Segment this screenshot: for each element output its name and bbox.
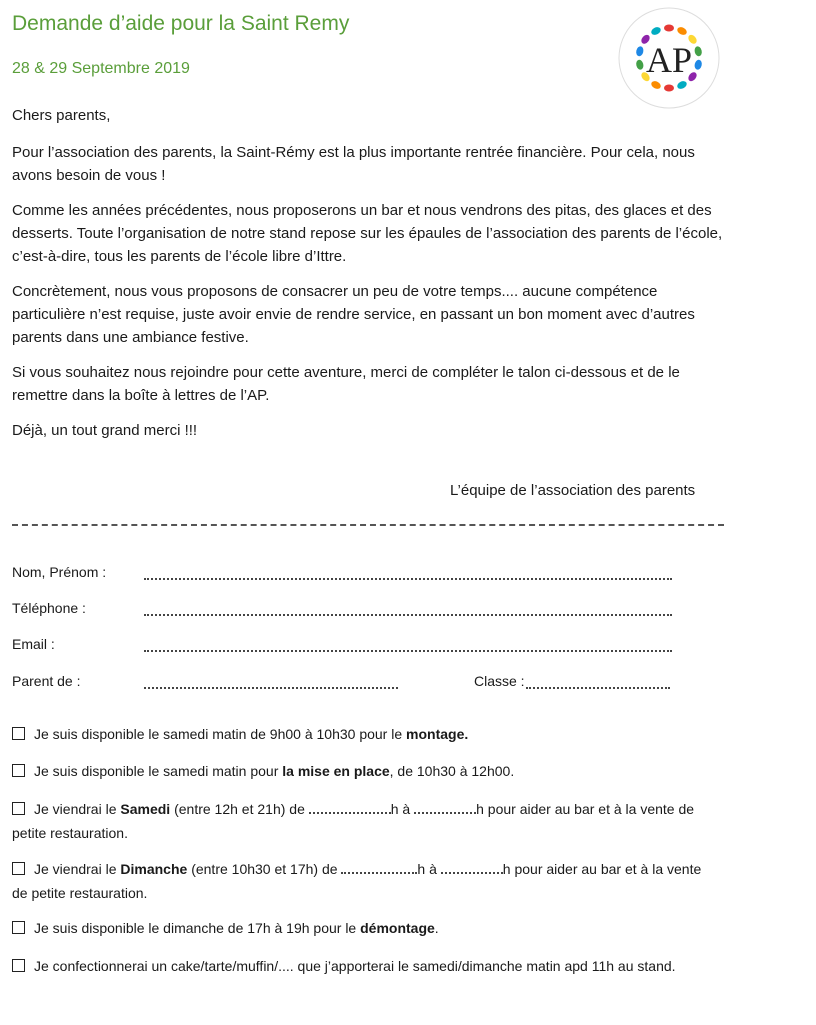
handprint-mark bbox=[664, 25, 674, 32]
signature: L’équipe de l’association des parents bbox=[450, 482, 696, 499]
paragraph-2: Comme les années précédentes, nous proposerons un bar et nous vendrons des pitas, des glaces et des desserts. Toute l’organisation de notre stand repose sur les épaules de l’association des parents de l’école, c’est-à-dire, tous les parents de l’école libre d’Ittre. bbox=[12, 202, 723, 265]
option-gateau: Je confectionnerai un cake/tarte/muffin/.... que j’apporterai le samedi/dimanche matin apd 11h au stand. bbox=[12, 954, 712, 978]
option-montage: Je suis disponible le samedi matin de 9h00 à 10h30 pour le montage. bbox=[12, 722, 712, 746]
cut-line bbox=[12, 524, 724, 526]
page-title: Demande d’aide pour la Saint Remy bbox=[12, 12, 350, 35]
samedi-to-field[interactable] bbox=[414, 800, 476, 814]
samedi-from-field[interactable] bbox=[309, 800, 391, 814]
option-demontage: Je suis disponible le dimanche de 17h à 19h pour le démontage. bbox=[12, 916, 712, 940]
checkbox-mise-en-place[interactable] bbox=[12, 764, 25, 777]
checkbox-samedi[interactable] bbox=[12, 802, 25, 815]
name-label: Nom, Prénom : bbox=[12, 564, 107, 580]
checkbox-dimanche[interactable] bbox=[12, 862, 25, 875]
greeting: Chers parents, bbox=[12, 107, 111, 124]
checkbox-gateau[interactable] bbox=[12, 959, 25, 972]
paragraph-3: Concrètement, nous vous proposons de consacrer un peu de votre temps.... aucune compétence particulière n’est requise, juste avoir envie de rendre service, en passant un bon moment avec d’autres parents dans une ambiance festive. bbox=[12, 283, 695, 346]
class-label: Classe : bbox=[474, 673, 525, 689]
paragraph-5: Déjà, un tout grand merci !!! bbox=[12, 422, 198, 439]
svg-text:AP: AP bbox=[645, 40, 693, 80]
parent-label: Parent de : bbox=[12, 673, 81, 689]
hands-logo-icon bbox=[612, 4, 726, 112]
phone-field[interactable] bbox=[144, 602, 672, 616]
checkbox-demontage[interactable] bbox=[12, 921, 25, 934]
handprint-mark bbox=[664, 85, 674, 92]
paragraph-1: Pour l’association des parents, la Saint-Rémy est la plus importante rentrée financière. Pour cela, nous avons besoin de vous ! bbox=[12, 144, 695, 184]
option-dimanche: Je viendrai le Dimanche (entre 10h30 et 17h) de h à h pour aider au bar et à la vente de petite restauration. bbox=[12, 861, 702, 901]
option-mise-en-place: Je suis disponible le samedi matin pour la mise en place, de 10h30 à 12h00. bbox=[12, 759, 712, 783]
email-field[interactable] bbox=[144, 638, 672, 652]
name-field[interactable] bbox=[144, 566, 672, 580]
checkbox-montage[interactable] bbox=[12, 727, 25, 740]
dimanche-from-field[interactable] bbox=[341, 860, 417, 874]
email-label: Email : bbox=[12, 636, 55, 652]
event-date: 28 & 29 Septembre 2019 bbox=[12, 60, 190, 77]
parent-field[interactable] bbox=[144, 675, 398, 689]
paragraph-4: Si vous souhaitez nous rejoindre pour cette aventure, merci de compléter le talon ci-dessous et de le remettre dans la boîte à lettres de l’AP. bbox=[12, 364, 680, 404]
dimanche-to-field[interactable] bbox=[441, 860, 503, 874]
phone-label: Téléphone : bbox=[12, 600, 86, 616]
class-field[interactable] bbox=[526, 675, 670, 689]
option-samedi: Je viendrai le Samedi (entre 12h et 21h) de h à h pour aider au bar et à la vente de petite restauration. bbox=[12, 801, 695, 841]
